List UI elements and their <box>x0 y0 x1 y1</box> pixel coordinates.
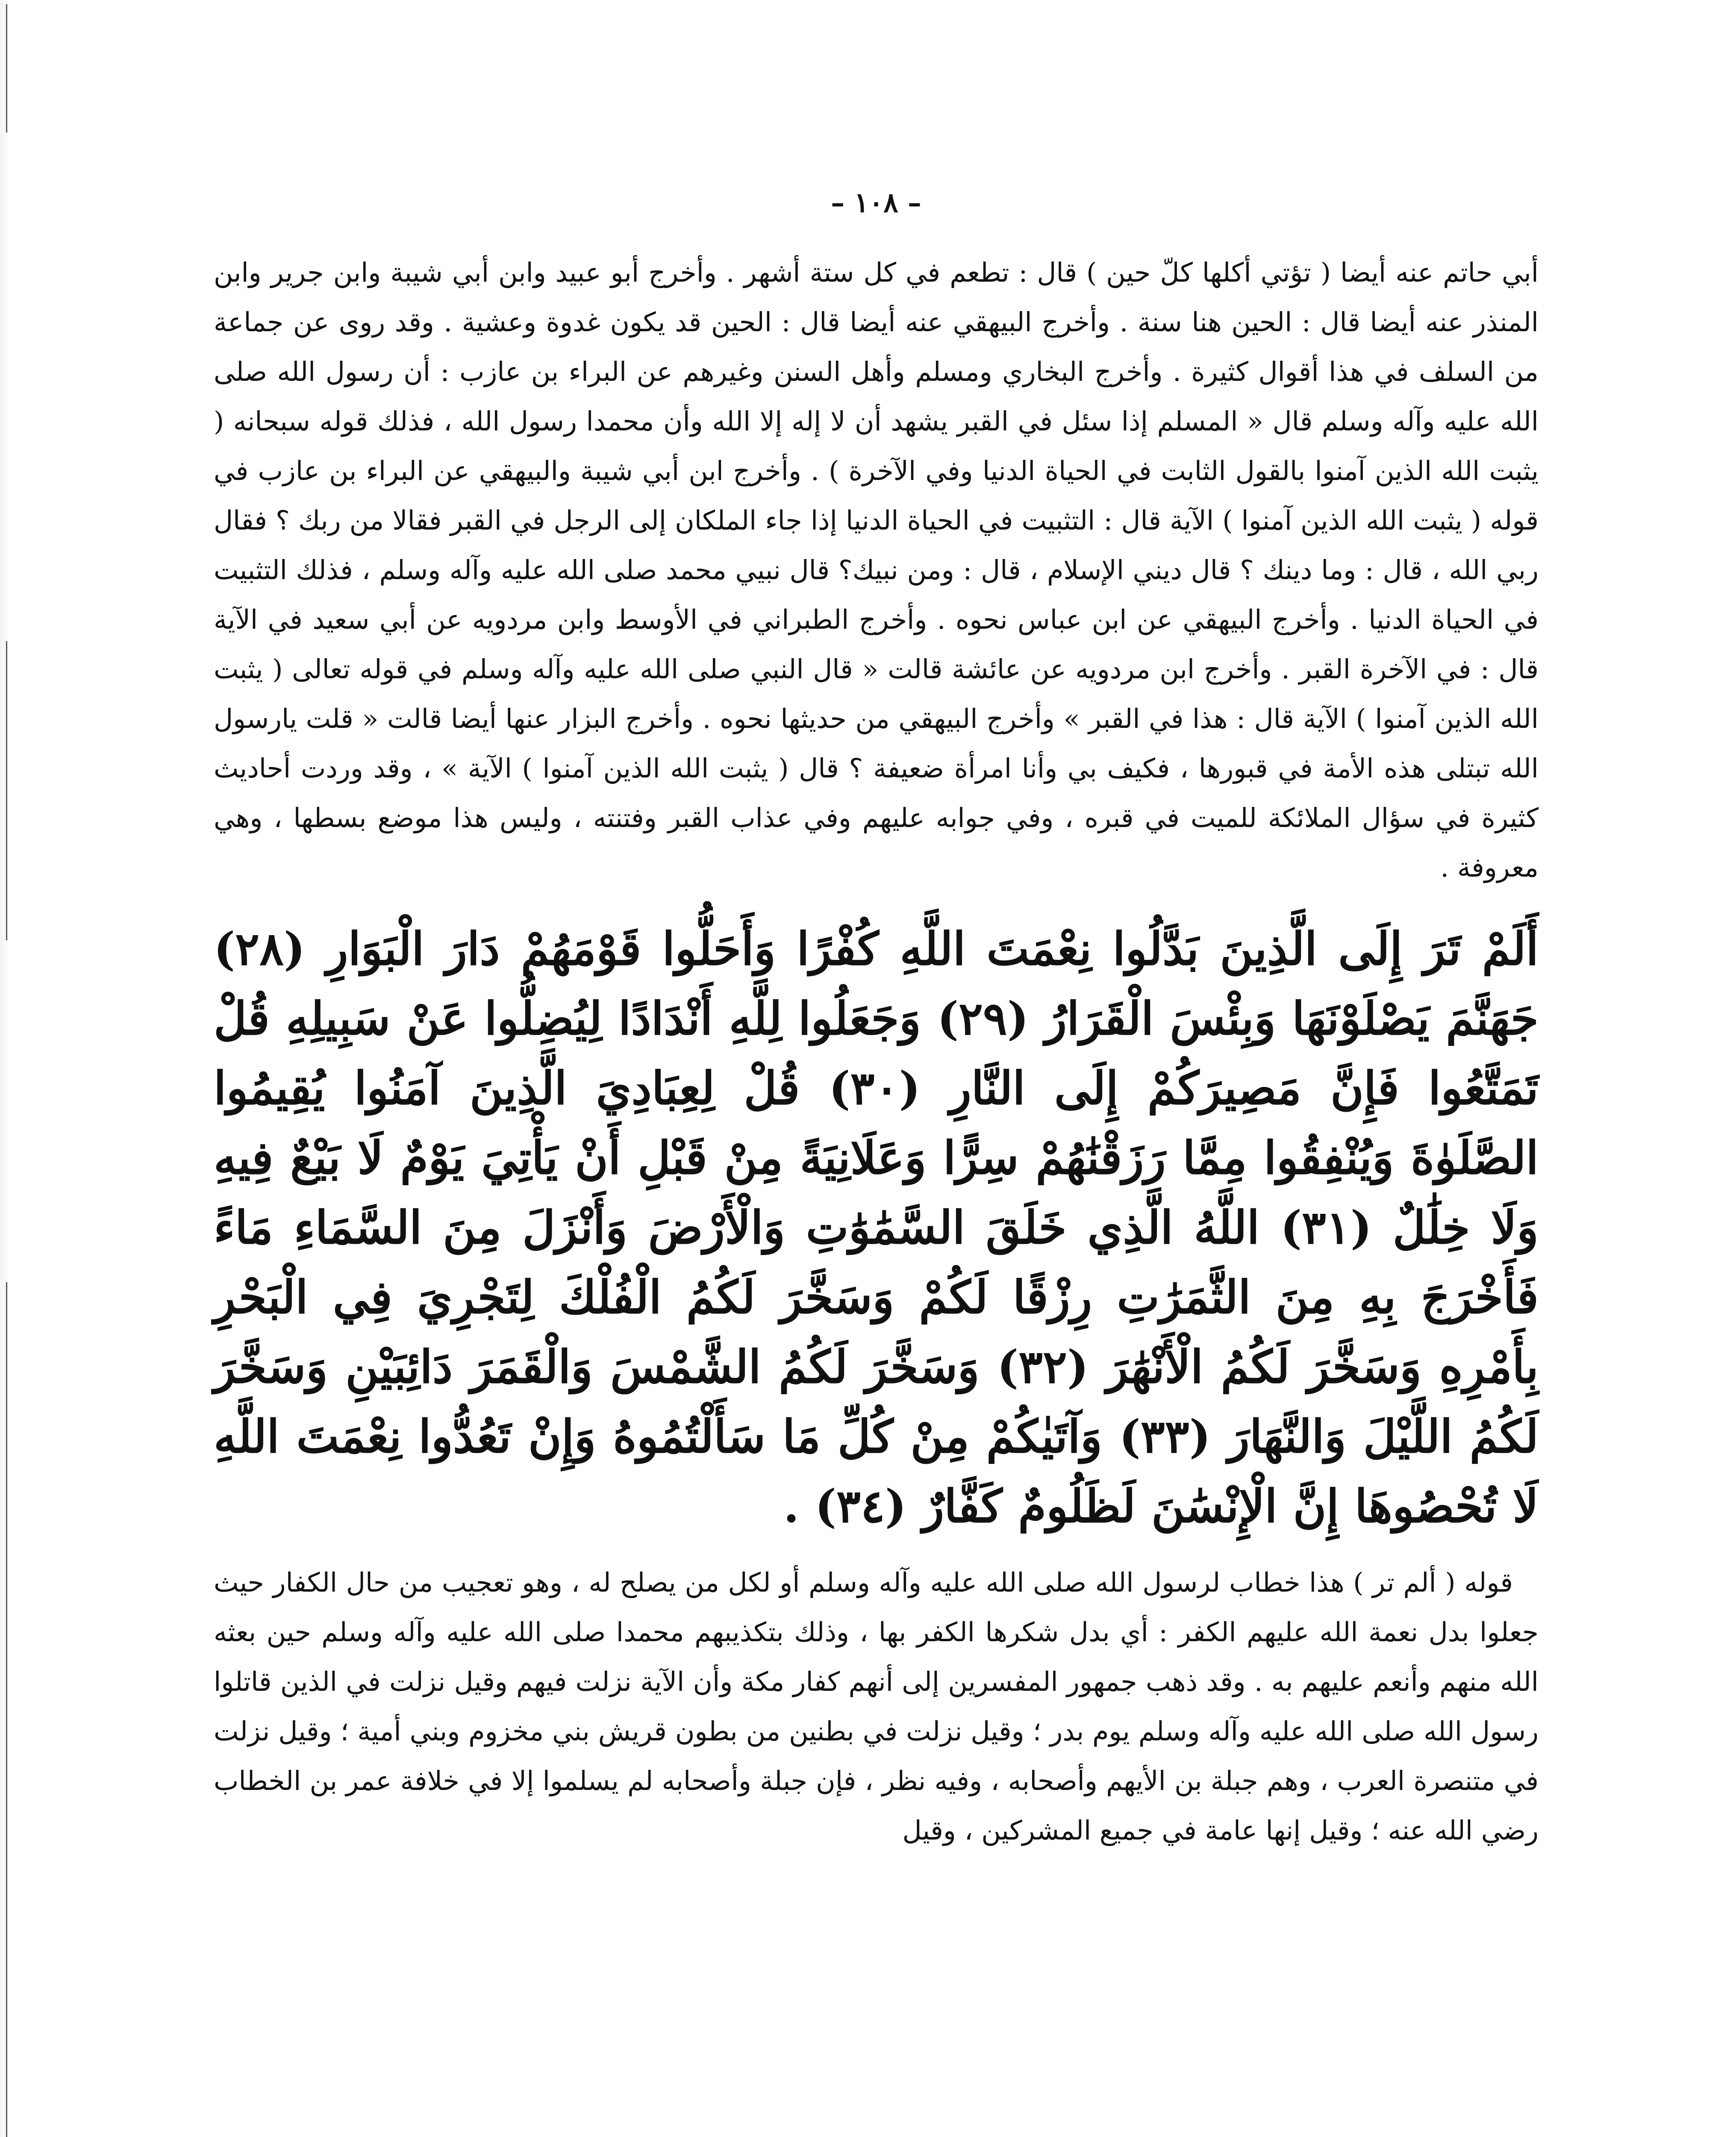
explanation-section <box>214 1558 1539 1855</box>
commentary-paragraph: أبي حاتم عنه أيضا ( تؤتي أكلها كلّ حين ) قال : تطعم في كل ستة أشهر . وأخرج أبو عبيد وابن أبي شيبة وابن جرير وابن المنذر عنه أيضا قال : الحين هنا سنة . وأخرج البيهقي عنه أيضا قال : الحين قد يكون غدوة وعشية . وقد روى عن جماعة من السلف في هذا أقوال كثيرة . وأخرج البخاري ومسلم وأهل السنن وغيرهم عن البراء بن عازب : أن رسول الله صلى الله عليه وآله وسلم قال « المسلم إذا سئل في القبر يشهد أن لا إله إلا الله وأن محمدا رسول الله ، فذلك قوله سبحانه ( يثبت الله الذين آمنوا بالقول الثابت في الحياة الدنيا وفي الآخرة ) . وأخرج ابن أبي شيبة والبيهقي عن البراء بن عازب في قوله ( يثبت الله الذين آمنوا ) الآية قال : التثبيت في الحياة الدنيا إذا جاء الملكان إلى الرجل في القبر فقالا من ربك ؟ فقال ربي الله ، قال : وما دينك ؟ قال ديني الإسلام ، قال : ومن نبيك؟ قال نبيي محمد صلى الله عليه وآله وسلم ، فذلك التثبيت في الحياة الدنيا . وأخرج البيهقي عن ابن عباس نحوه . وأخرج الطبراني في الأوسط وابن مردويه عن أبي سعيد في الآية قال : في الآخرة القبر . وأخرج ابن مردويه عن عائشة قالت « قال النبي صلى الله عليه وآله وسلم في قوله تعالى ( يثبت الله الذين آمنوا ) الآية قال : هذا في القبر » وأخرج البيهقي من حديثها نحوه . وأخرج البزار عنها أيضا قالت « قلت يارسول الله تبتلى هذه الأمة في قبورها ، فكيف بي وأنا امرأة ضعيفة ؟ قال ( يثبت الله الذين آمنوا ) الآية » ، وقد وردت أحاديث كثيرة في سؤال الملائكة للميت في قبره ، وفي جوابه عليهم وفي عذاب القبر وفتنته ، وليس هذا موضع بسطها ، وهي معروفة . <box>214 257 1539 883</box>
page-number: – ١٠٨ – <box>831 187 921 219</box>
scan-edge <box>0 0 10 2137</box>
edge-mark-middle <box>6 641 7 940</box>
quran-text: أَلَمْ تَرَ إِلَى الَّذِينَ بَدَّلُوا نِعْمَتَ اللَّهِ كُفْرًا وَأَحَلُّوا قَوْمَهُمْ دَارَ الْبَوَارِ (٢٨) جَهَنَّمَ يَصْلَوْنَهَا وَبِئْسَ الْقَرَارُ (٢٩) وَجَعَلُوا لِلَّهِ أَنْدَادًا لِيُضِلُّوا عَنْ سَبِيلِهِ قُلْ تَمَتَّعُوا فَإِنَّ مَصِيرَكُمْ إِلَى النَّارِ (٣٠) قُلْ لِعِبَادِيَ الَّذِينَ آمَنُوا يُقِيمُوا الصَّلَوٰةَ وَيُنْفِقُوا مِمَّا رَزَقْنَٰهُمْ سِرًّا وَعَلَانِيَةً مِنْ قَبْلِ أَنْ يَأْتِيَ يَوْمٌ لَا بَيْعٌ فِيهِ وَلَا خِلَٰلٌ (٣١) اللَّهُ الَّذِي خَلَقَ السَّمَٰوَٰتِ وَالْأَرْضَ وَأَنْزَلَ مِنَ السَّمَاءِ مَاءً فَأَخْرَجَ بِهِ مِنَ الثَّمَرَٰتِ رِزْقًا لَكُمْ وَسَخَّرَ لَكُمُ الْفُلْكَ لِتَجْرِيَ فِي الْبَحْرِ بِأَمْرِهِ وَسَخَّرَ لَكُمُ الْأَنْهَٰرَ (٣٢) وَسَخَّرَ لَكُمُ الشَّمْسَ وَالْقَمَرَ دَائِبَيْنِ وَسَخَّرَ لَكُمُ اللَّيْلَ وَالنَّهَارَ (٣٣) وَآتَيٰكُمْ مِنْ كُلِّ مَا سَأَلْتُمُوهُ وَإِنْ تَعُدُّوا نِعْمَتَ اللَّهِ لَا تُحْصُوهَا إِنَّ الْإِنْسَٰنَ لَظَلُومٌ كَفَّارٌ (٣٤) . <box>214 922 1539 1533</box>
explanation-paragraph: قوله ( ألم تر ) هذا خطاب لرسول الله صلى الله عليه وآله وسلم أو لكل من يصلح له ، وهو تعجيب من حال الكفار حيث جعلوا بدل نعمة الله عليهم الكفر : أي بدل شكرها الكفر بها ، وذلك بتكذيبهم محمدا صلى الله عليه وآله وسلم حين بعثه الله منهم وأنعم عليهم به . وقد ذهب جمهور المفسرين إلى أنهم كفار مكة وأن الآية نزلت فيهم وقيل نزلت في الذين قاتلوا رسول الله صلى الله عليه وآله وسلم يوم بدر ؛ وقيل نزلت في بطنين من بطون قريش بني مخزوم وبني أمية ؛ وقيل نزلت في متنصرة العرب ، وهم جبلة بن الأيهم وأصحابه ، وفيه نظر ، فإن جبلة وأصحابه لم يسلموا إلا في خلافة عمر بن الخطاب رضي الله عنه ؛ وقيل إنها عامة في جميع المشركين ، وقيل <box>214 1567 1539 1846</box>
edge-mark-top <box>6 4 7 132</box>
edge-mark-bottom <box>6 1282 7 2137</box>
book-page <box>214 180 1539 2137</box>
quran-verses <box>214 914 1539 1541</box>
commentary-section <box>214 248 1539 892</box>
